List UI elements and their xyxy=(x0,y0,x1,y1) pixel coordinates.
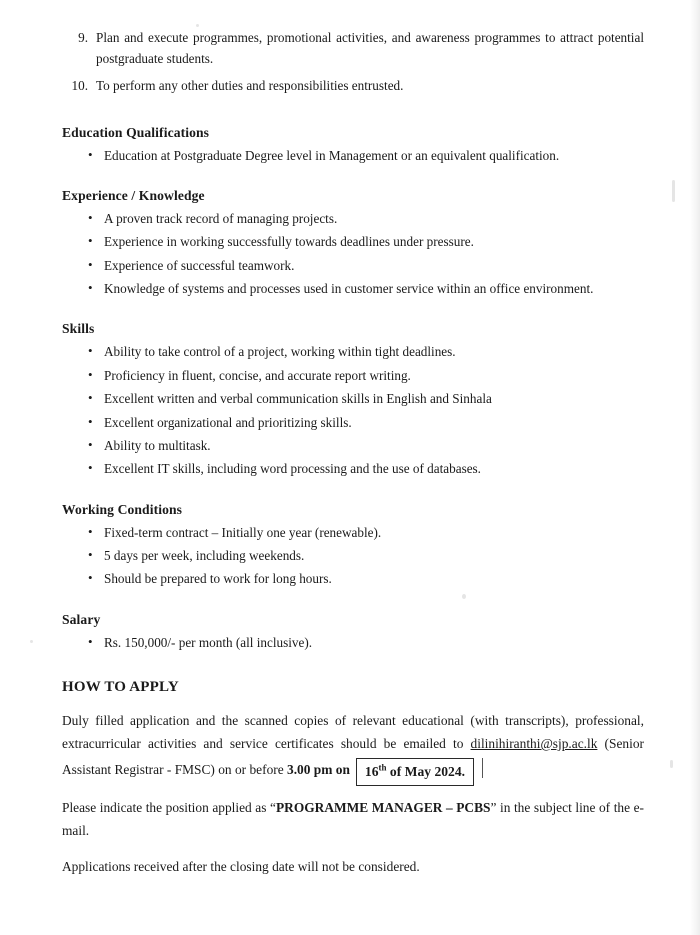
section-heading-experience-knowledge: Experience / Knowledge xyxy=(62,187,205,203)
subject-line-paragraph xyxy=(62,797,644,843)
apply-text-part1: Duly filled application and the scanned copies of relevant educational (with transcripts), professional, extracurricular activities and service certificates should be emailed to xyxy=(62,713,644,751)
scan-artifact xyxy=(462,594,466,599)
list-item: • Knowledge of systems and processes used in customer service within an office environment. xyxy=(62,278,644,299)
list-item: • Fixed-term contract – Initially one year (renewable). xyxy=(62,522,644,543)
deadline-month-year: of May 2024. xyxy=(386,763,466,779)
education-qualifications-list xyxy=(62,145,644,166)
list-item: • Ability to multitask. xyxy=(62,435,644,456)
section-heading-salary: Salary xyxy=(62,611,101,627)
list-item: • Ability to take control of a project, working within tight deadlines. xyxy=(62,341,644,362)
deadline-day: 16 xyxy=(364,763,379,779)
scan-artifact xyxy=(670,760,673,768)
section-heading-working-conditions: Working Conditions xyxy=(62,501,183,517)
application-instructions-paragraph xyxy=(62,710,644,784)
apply-text-part2: (Senior Assistant Registrar - FMSC) on or before xyxy=(62,735,644,777)
section-heading-education-qualifications: Education Qualifications xyxy=(62,124,210,140)
list-item: • Proficiency in fluent, concise, and accurate report writing. xyxy=(62,365,644,386)
list-item-number: 10. xyxy=(71,77,88,93)
list-item: • Rs. 150,000/- per month (all inclusive). xyxy=(62,632,644,653)
list-item xyxy=(62,28,644,70)
list-item: • Excellent written and verbal communication skills in English and Sinhala xyxy=(62,388,644,409)
list-item xyxy=(62,76,644,97)
salary-list xyxy=(62,632,644,653)
position-title: PROGRAMME MANAGER – PCBS xyxy=(275,799,491,815)
working-conditions-list xyxy=(62,522,644,590)
experience-knowledge-list xyxy=(62,208,644,300)
subject-text-part2: ” in the subject line of the e-mail. xyxy=(62,799,645,838)
list-item: • A proven track record of managing projects. xyxy=(62,208,644,229)
contact-email-link[interactable]: dilinihiranthi@sjp.ac.lk xyxy=(470,735,598,751)
list-item: • 5 days per week, including weekends. xyxy=(62,545,644,566)
list-item-text: Plan and execute programmes, promotional activities, and awareness programmes to attract potential postgraduate students. xyxy=(96,30,644,66)
list-item: • Experience of successful teamwork. xyxy=(62,255,644,276)
deadline-time: 3.00 pm on xyxy=(287,761,350,777)
list-item: • Education at Postgraduate Degree level in Management or an equivalent qualification. xyxy=(62,145,644,166)
scan-artifact xyxy=(196,24,199,27)
skills-list xyxy=(62,341,644,479)
list-item: • Experience in working successfully towards deadlines under pressure. xyxy=(62,231,644,252)
list-item: • Excellent IT skills, including word processing and the use of databases. xyxy=(62,458,644,479)
how-to-apply-title: HOW TO APPLY xyxy=(62,679,179,696)
deadline-date-box xyxy=(356,758,474,786)
numbered-duties-list xyxy=(62,28,644,97)
pen-stroke-mark xyxy=(482,758,483,778)
list-item-text: To perform any other duties and responsibilities entrusted. xyxy=(96,77,404,93)
list-item-number: 9. xyxy=(78,30,88,45)
deadline-day-suffix: th xyxy=(378,762,387,773)
late-applications-paragraph: Applications received after the closing date will not be considered. xyxy=(62,859,420,875)
scan-artifact xyxy=(672,180,675,202)
page-edge-shadow xyxy=(690,0,700,935)
list-item: • Should be prepared to work for long hours. xyxy=(62,568,644,589)
section-heading-skills: Skills xyxy=(62,321,95,337)
subject-text-part1: Please indicate the position applied as “ xyxy=(62,799,276,815)
scan-artifact xyxy=(30,640,33,643)
list-item: • Excellent organizational and prioritizing skills. xyxy=(62,412,644,433)
